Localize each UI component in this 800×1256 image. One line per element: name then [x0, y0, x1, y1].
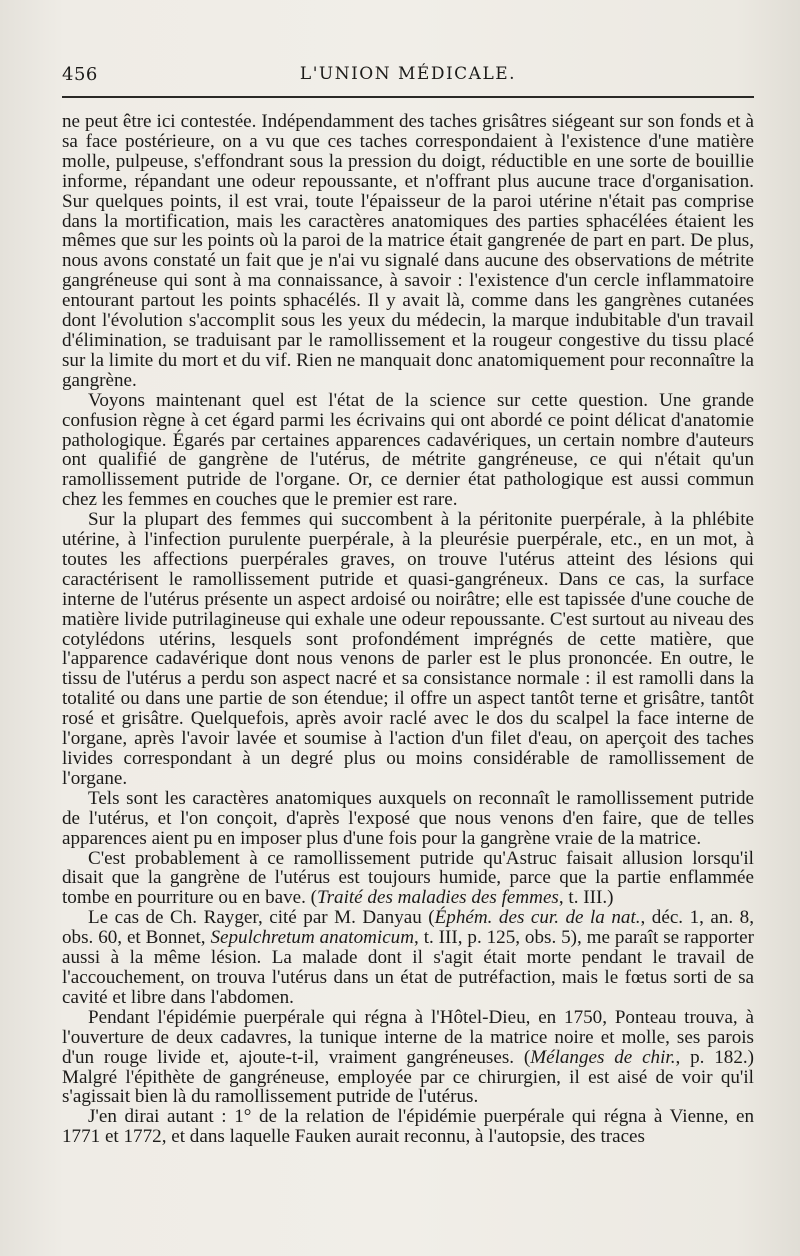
paragraph: Pendant l'épidémie puerpérale qui régna à l'Hôtel-Dieu, en 1750, Ponteau trouva, à l'ouverture de deux cadavres, la tunique interne de la matrice noire et molle, ses parois d'un rouge livide et, ajoute-t-il, vraiment gangréneuses. (Mélanges de chir., p. 182.) Malgré l'épithète de gangréneuse, employée par ce chirurgien, il est aisé de voir qu'il s'agissait bien là du ramollissement putride de l'utérus. [62, 1006, 754, 1108]
paragraph: ne peut être ici contestée. Indépendamment des taches grisâtres siégeant sur son fonds et à sa face postérieure, on a vu que ces taches correspondaient à l'existence d'une matière molle, pulpeuse, s'effondrant sous la pression du doigt, réductible en une sorte de bouillie informe, répandant une odeur repoussante, et n'offrant plus aucune trace d'organisation. Sur quelques points, il est vrai, toute l'épaisseur de la paroi utérine n'était pas comprise dans la mortification, mais les caractères anatomiques des parties sphacélées étaient les mêmes que sur les points où la paroi de la matrice était gangrenée de part en part. De plus, nous avons constaté un fait que je n'ai vu signalé dans aucune des observations de métrite gangréneuse qui sont à ma connaissance, à savoir : l'existence d'un cercle inflammatoire entourant partout les points sphacélés. Il y avait là, comme dans les gangrènes cutanées dont l'évolution s'accomplit sous les yeux du médecin, la marque indubitable d'un travail d'élimination, se traduisant par le ramollissement et la rougeur congestive du tissu placé sur la limite du mort et du vif. Rien ne manquait donc anatomiquement pour reconnaître la gangrène. [62, 111, 754, 391]
citation-title: Sepulchretum anatomicum [210, 927, 415, 949]
article-body [62, 112, 754, 1147]
paragraph: Tels sont les caractères anatomiques auxquels on reconnaît le ramollissement putride de l'utérus, et l'on conçoit, d'après l'exposé que nous venons d'en faire, que de telles apparences aient pu en imposer plus d'une fois pour la gangrène vraie de la matrice. [62, 787, 754, 849]
paragraph: Voyons maintenant quel est l'état de la science sur cette question. Une grande confusion règne à cet égard parmi les écrivains qui ont abordé ce point délicat d'anatomie pathologique. Égarés par certaines apparences cadavériques, un certain nombre d'auteurs ont qualifié de gangrène de l'utérus, de métrite gangréneuse, ce qui n'était qu'un ramollissement putride de l'organe. Or, ce dernier état pathologique est aussi commun chez les femmes en couches que le premier est rare. [62, 389, 754, 511]
paragraph: Sur la plupart des femmes qui succombent à la péritonite puerpérale, à la phlébite utérine, à l'infection purulente puerpérale, à la pleurésie puerpérale, etc., en un mot, à toutes les affections puerpérales graves, on trouve l'utérus atteint des lésions qui caractérisent le ramollissement putride et quasi-gangréneux. Dans ce cas, la surface interne de l'utérus présente un aspect ardoisé ou noirâtre; elle est tapissée d'une couche de matière livide putrilagineuse qui exhale une odeur repoussante. C'est surtout au niveau des cotylédons utérins, lesquels sont profondément imprégnés de cette matière, que l'apparence cadavérique dont nous venons de parler est le plus prononcée. En outre, le tissu de l'utérus a perdu son aspect nacré et sa consistance normale : il est ramolli dans la totalité ou dans une partie de son étendue; il offre un aspect tantôt terne et grisâtre, tantôt rosé et grisâtre. Quelquefois, après avoir raclé avec le dos du scalpel la face interne de l'organe, après l'avoir lavée et soumise à l'action d'un filet d'eau, on aperçoit des taches livides correspondant à un degré plus ou moins considérable de ramollissement de l'organe. [62, 509, 754, 789]
paragraph: C'est probablement à ce ramollissement putride qu'Astruc faisait allusion lorsqu'il disait que la gangrène de l'utérus est toujours humide, parce que la partie enflammée tombe en pourriture ou en bave. (Traité des maladies des femmes, t. III.) [62, 847, 754, 909]
paragraph: Le cas de Ch. Rayger, cité par M. Danyau (Éphém. des cur. de la nat., déc. 1, an. 8, obs. 60, et Bonnet, Sepulchretum anatomicum, t. III, p. 125, obs. 5), me paraît se rapporter aussi à la même lésion. La malade dont il s'agit était morte pendant le travail de l'accouchement, on trouva l'utérus dans un état de putréfaction, mais le fœtus sorti de sa cavité et libre dans l'abdomen. [62, 907, 755, 1008]
paragraph: J'en dirai autant : 1° de la relation de l'épidémie puerpérale qui régna à Vienne, en 1771 et 1772, et dans laquelle Fauken aurait reconnu, à l'autopsie, des traces [62, 1106, 754, 1148]
citation-title: Mélanges de chir. [530, 1046, 676, 1068]
page-number: 456 [62, 64, 98, 85]
running-title: L'UNION MÉDICALE. [299, 64, 517, 84]
page-header [62, 62, 754, 90]
header-rule [62, 96, 754, 98]
citation-title: Éphém. des cur. de la nat. [434, 907, 641, 929]
citation-title: Traité des maladies des femmes [317, 887, 559, 909]
